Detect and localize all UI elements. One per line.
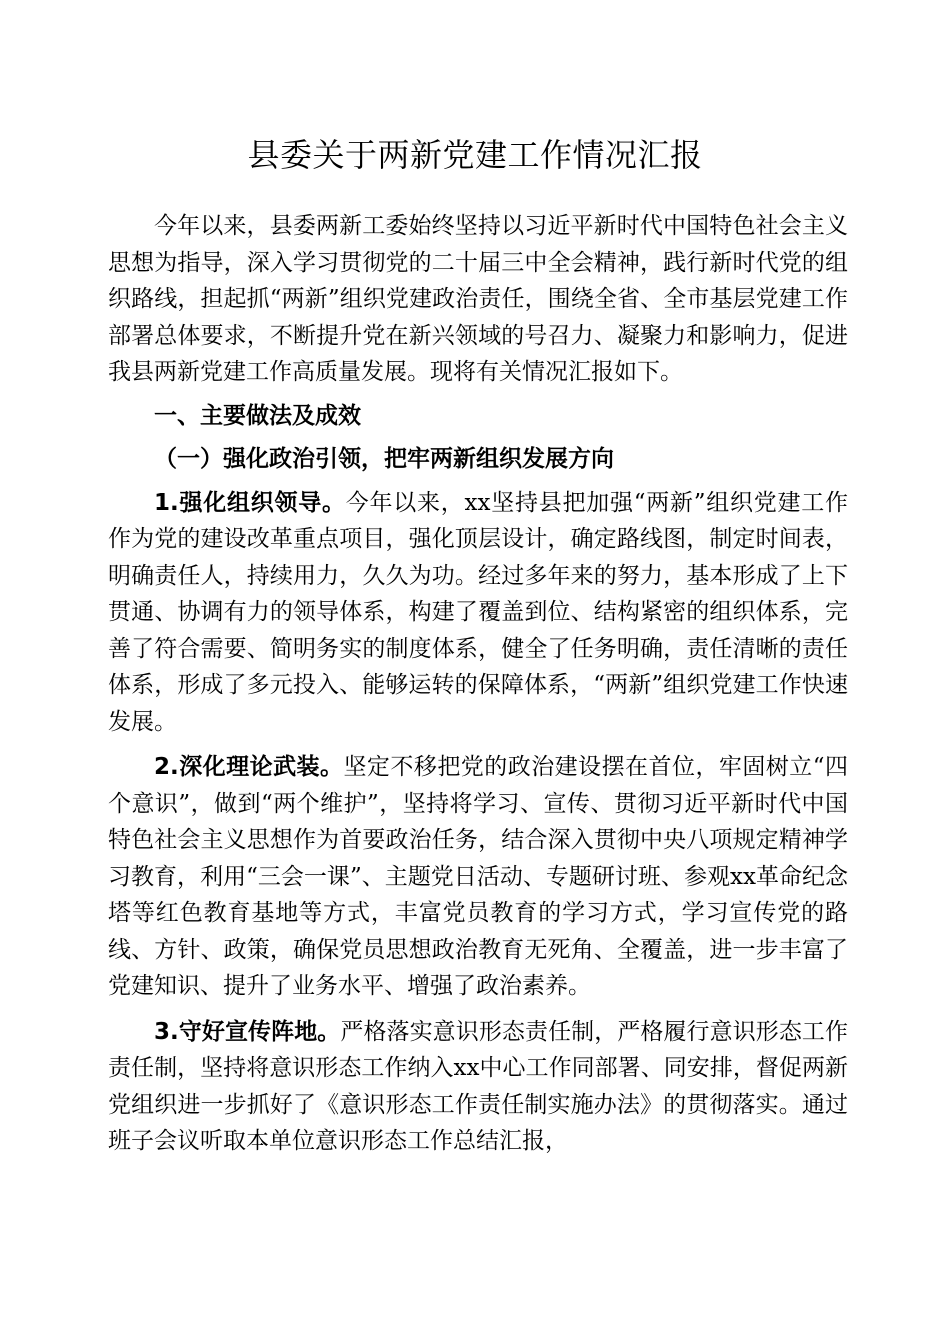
item-lead-3: 3.守好宣传阵地。 bbox=[154, 1018, 341, 1045]
paragraph-item-1 bbox=[108, 485, 848, 741]
paragraph-item-2 bbox=[108, 749, 848, 1005]
paragraph-item-3 bbox=[108, 1014, 848, 1160]
intro-paragraph: 今年以来，县委两新工委始终坚持以习近平新时代中国特色社会主义思想为指导，深入学习贯彻党的二十届三中全会精神，践行新时代党的组织路线，担起抓“两新”组织党建政治责任，围绕全省、全市基层党建工作部署总体要求，不断提升党在新兴领域的号召力、凝聚力和影响力，促进我县两新党建工作高质量发展。现将有关情况汇报如下。 bbox=[108, 213, 848, 385]
item-text-1: 今年以来，xx坚持县把加强“两新”组织党建工作作为党的建设改革重点项目，强化顶层设计，确定路线图，制定时间表，明确责任人，持续用力，久久为功。经过多年来的努力，基本形成了上下贯通、协调有力的领导体系，构建了覆盖到位、结构紧密的组织体系，完善了符合需要、简明务实的制度体系，健全了任务明确，责任清晰的责任体系，形成了多元投入、能够运转的保障体系，“两新”组织党建工作快速发展。 bbox=[108, 489, 848, 735]
section-heading: 一、主要做法及成效 bbox=[154, 402, 361, 429]
item-lead-2: 2.深化理论武装。 bbox=[154, 754, 344, 780]
item-lead-1: 1.强化组织领导。 bbox=[154, 489, 346, 516]
item-text-3: 严格落实意识形态责任制，严格履行意识形态工作责任制，坚持将意识形态工作纳入xx中心工作同部署、同安排，督促两新党组织进一步抓好了《意识形态工作责任制实施办法》的贯彻落实。通过班子会议听取本单位意识形态工作总结汇报， bbox=[108, 1018, 849, 1154]
item-text-2: 坚定不移把党的政治建设摆在首位，牢固树立“四个意识”，做到“两个维护”，坚持将学习、宣传、贯彻习近平新时代中国特色社会主义思想作为首要政治任务，结合深入贯彻中央八项规定精神学习教育，利用“三会一课”、主题党日活动、专题研讨班、参观xx革命纪念塔等红色教育基地等方式，丰富党员教育的学习方式，学习宣传党的路线、方针、政策，确保党员思想政治教育无死角、全覆盖，进一步丰富了党建知识、提升了业务水平、增强了政治素养。 bbox=[108, 754, 848, 999]
document-body bbox=[108, 208, 848, 1160]
subsection-heading: （一）强化政治引领，把牢两新组织发展方向 bbox=[154, 446, 614, 472]
document-title: 县委关于两新党建工作情况汇报 bbox=[247, 136, 703, 174]
